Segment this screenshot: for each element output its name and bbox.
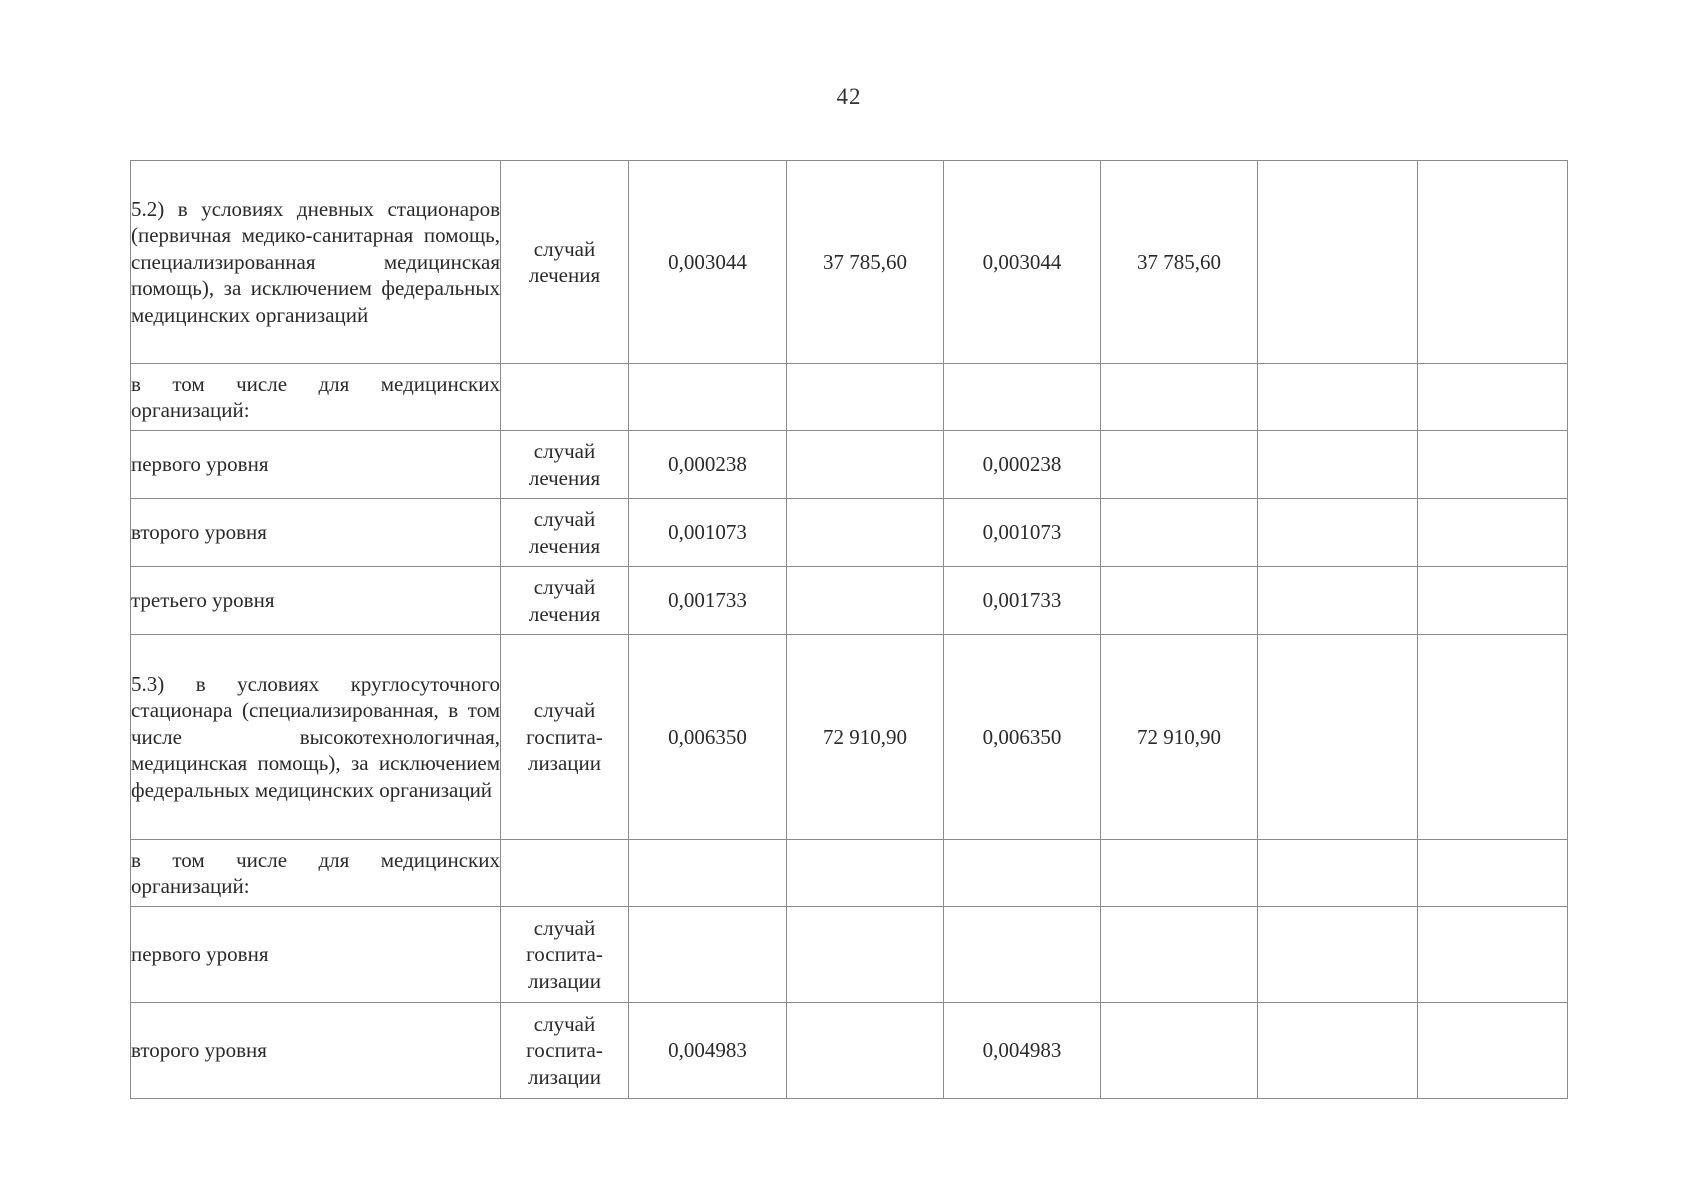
table-row: [131, 907, 1568, 1003]
value-cell: [1101, 431, 1258, 499]
value-cell: [787, 499, 944, 567]
value-cell: 37 785,60: [787, 161, 944, 364]
unit-cell: случай госпита-лизации: [501, 1003, 629, 1099]
row-label: 5.2) в условиях дневных стационаров (первичная медико-санитарная помощь, специализированная медицинская помощь), за исключением федеральных медицинских организаций: [131, 161, 501, 364]
value-cell: [1418, 567, 1568, 635]
value-cell: [1258, 840, 1418, 907]
unit-cell: случай лечения: [501, 161, 629, 364]
table-row: [131, 567, 1568, 635]
value-cell: [1258, 499, 1418, 567]
value-cell: [1101, 840, 1258, 907]
row-label: первого уровня: [131, 907, 501, 1003]
unit-cell: [501, 840, 629, 907]
unit-cell: случай госпита-лизации: [501, 907, 629, 1003]
value-cell: 0,006350: [629, 635, 787, 840]
value-cell: 0,004983: [944, 1003, 1101, 1099]
value-cell: 0,001073: [629, 499, 787, 567]
value-cell: [1101, 499, 1258, 567]
value-cell: 0,001073: [944, 499, 1101, 567]
value-cell: [1101, 567, 1258, 635]
value-cell: [1418, 364, 1568, 431]
value-cell: 0,001733: [629, 567, 787, 635]
table-row: [131, 161, 1568, 364]
value-cell: 0,006350: [944, 635, 1101, 840]
value-cell: [944, 907, 1101, 1003]
value-cell: 37 785,60: [1101, 161, 1258, 364]
unit-cell: случай лечения: [501, 499, 629, 567]
unit-cell: [501, 364, 629, 431]
value-cell: [1258, 161, 1418, 364]
value-cell: [787, 1003, 944, 1099]
value-cell: 0,000238: [629, 431, 787, 499]
row-label: второго уровня: [131, 499, 501, 567]
value-cell: [1418, 840, 1568, 907]
value-cell: [1101, 907, 1258, 1003]
value-cell: [629, 907, 787, 1003]
value-cell: [944, 364, 1101, 431]
value-cell: [1101, 364, 1258, 431]
value-cell: [787, 840, 944, 907]
value-cell: [1258, 1003, 1418, 1099]
row-label: 5.3) в условиях круглосуточного стационара (специализированная, в том числе высокотехнологичная, медицинская помощь), за исключением федеральных медицинских организаций: [131, 635, 501, 840]
value-cell: [1258, 635, 1418, 840]
value-cell: [1258, 567, 1418, 635]
unit-cell: случай лечения: [501, 567, 629, 635]
value-cell: [1418, 1003, 1568, 1099]
value-cell: 0,003044: [944, 161, 1101, 364]
value-cell: [629, 840, 787, 907]
value-cell: [1418, 907, 1568, 1003]
value-cell: [1258, 364, 1418, 431]
value-cell: [1418, 161, 1568, 364]
value-cell: 0,001733: [944, 567, 1101, 635]
value-cell: [787, 567, 944, 635]
value-cell: [787, 364, 944, 431]
value-cell: [1258, 431, 1418, 499]
table-row: [131, 431, 1568, 499]
value-cell: 0,000238: [944, 431, 1101, 499]
value-cell: [1418, 635, 1568, 840]
value-cell: [787, 907, 944, 1003]
value-cell: [1258, 907, 1418, 1003]
table-row: [131, 635, 1568, 840]
row-label: третьего уровня: [131, 567, 501, 635]
row-label: в том числе для медицинских организаций:: [131, 364, 501, 431]
value-cell: [944, 840, 1101, 907]
value-cell: [1418, 431, 1568, 499]
page-number: 42: [836, 84, 862, 109]
value-cell: [1418, 499, 1568, 567]
value-cell: [1101, 1003, 1258, 1099]
value-cell: 72 910,90: [1101, 635, 1258, 840]
unit-cell: случай лечения: [501, 431, 629, 499]
row-label: первого уровня: [131, 431, 501, 499]
value-cell: 72 910,90: [787, 635, 944, 840]
row-label: второго уровня: [131, 1003, 501, 1099]
unit-cell: случай госпита-лизации: [501, 635, 629, 840]
table-row: [131, 499, 1568, 567]
value-cell: [629, 364, 787, 431]
table-row: [131, 840, 1568, 907]
value-cell: 0,003044: [629, 161, 787, 364]
value-cell: [787, 431, 944, 499]
value-cell: 0,004983: [629, 1003, 787, 1099]
data-table: [130, 160, 1568, 1099]
table-row: [131, 1003, 1568, 1099]
table-row: [131, 364, 1568, 431]
row-label: в том числе для медицинских организаций:: [131, 840, 501, 907]
